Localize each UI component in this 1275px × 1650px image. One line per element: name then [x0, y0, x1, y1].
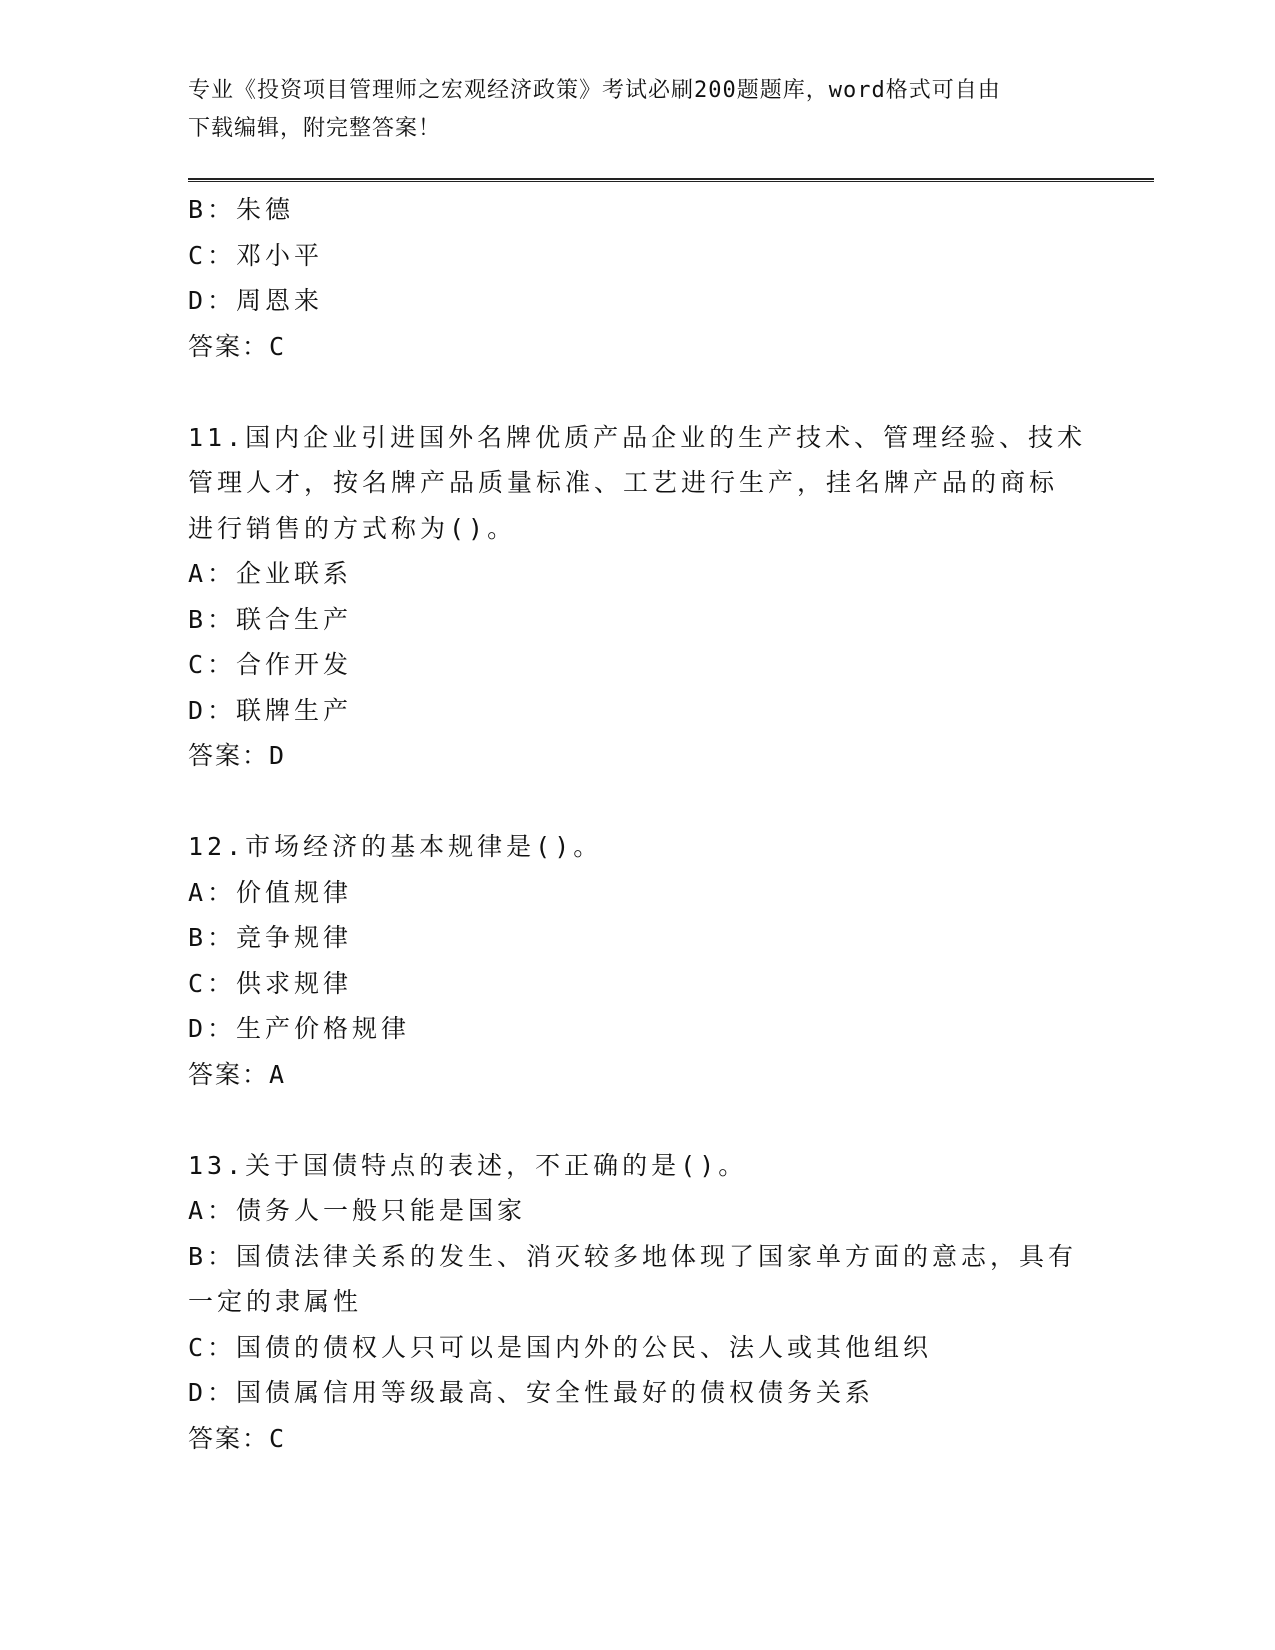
question-12 — [188, 824, 1088, 1097]
answer: 答案：C — [188, 1423, 287, 1453]
option-b: B：国债法律关系的发生、消灭较多地体现了国家单方面的意志，具有 — [188, 1241, 1078, 1271]
option-d: D：国债属信用等级最高、安全性最好的债权债务关系 — [188, 1378, 875, 1407]
question-stem: 12.市场经济的基本规律是()。 — [188, 832, 603, 861]
question-stem: 11.国内企业引进国外名牌优质产品企业的生产技术、管理经验、技术 — [188, 422, 1087, 452]
answer: 答案：D — [188, 741, 287, 770]
question-stem: 13.关于国债特点的表述，不正确的是()。 — [188, 1150, 748, 1180]
option-c: C：供求规律 — [188, 968, 353, 998]
option-a: A：企业联系 — [188, 559, 353, 588]
option-c: C：国债的债权人只可以是国内外的公民、法人或其他组织 — [188, 1332, 933, 1362]
option-b-continued: 一定的隶属性 — [188, 1287, 363, 1316]
header-divider — [188, 178, 1154, 182]
document-body — [188, 187, 1088, 1461]
question-11 — [188, 415, 1088, 779]
answer: 答案：C — [188, 331, 287, 361]
page-header — [188, 72, 1068, 148]
question-13 — [188, 1143, 1088, 1462]
header-line-2: 下载编辑，附完整答案！ — [188, 116, 442, 141]
option-a: A：价值规律 — [188, 877, 353, 907]
option-b: B：竞争规律 — [188, 923, 353, 952]
spacer — [188, 1097, 1088, 1143]
question-10-tail — [188, 187, 1088, 369]
answer: 答案：A — [188, 1059, 287, 1089]
option-c: C：合作开发 — [188, 650, 353, 679]
option-c: C：邓小平 — [188, 240, 324, 270]
option-b: B：联合生产 — [188, 604, 353, 634]
spacer — [188, 369, 1088, 415]
spacer — [188, 779, 1088, 825]
question-stem: 管理人才，按名牌产品质量标准、工艺进行生产，挂名牌产品的商标 — [188, 468, 1059, 497]
option-b: B：朱德 — [188, 195, 295, 224]
option-d: D：周恩来 — [188, 286, 324, 315]
header-line-1: 专业《投资项目管理师之宏观经济政策》考试必刷200题题库，word格式可自由 — [188, 78, 1001, 103]
option-a: A：债务人一般只能是国家 — [188, 1196, 527, 1225]
option-d: D：生产价格规律 — [188, 1014, 411, 1043]
question-stem: 进行销售的方式称为()。 — [188, 513, 517, 543]
option-d: D：联牌生产 — [188, 695, 353, 725]
